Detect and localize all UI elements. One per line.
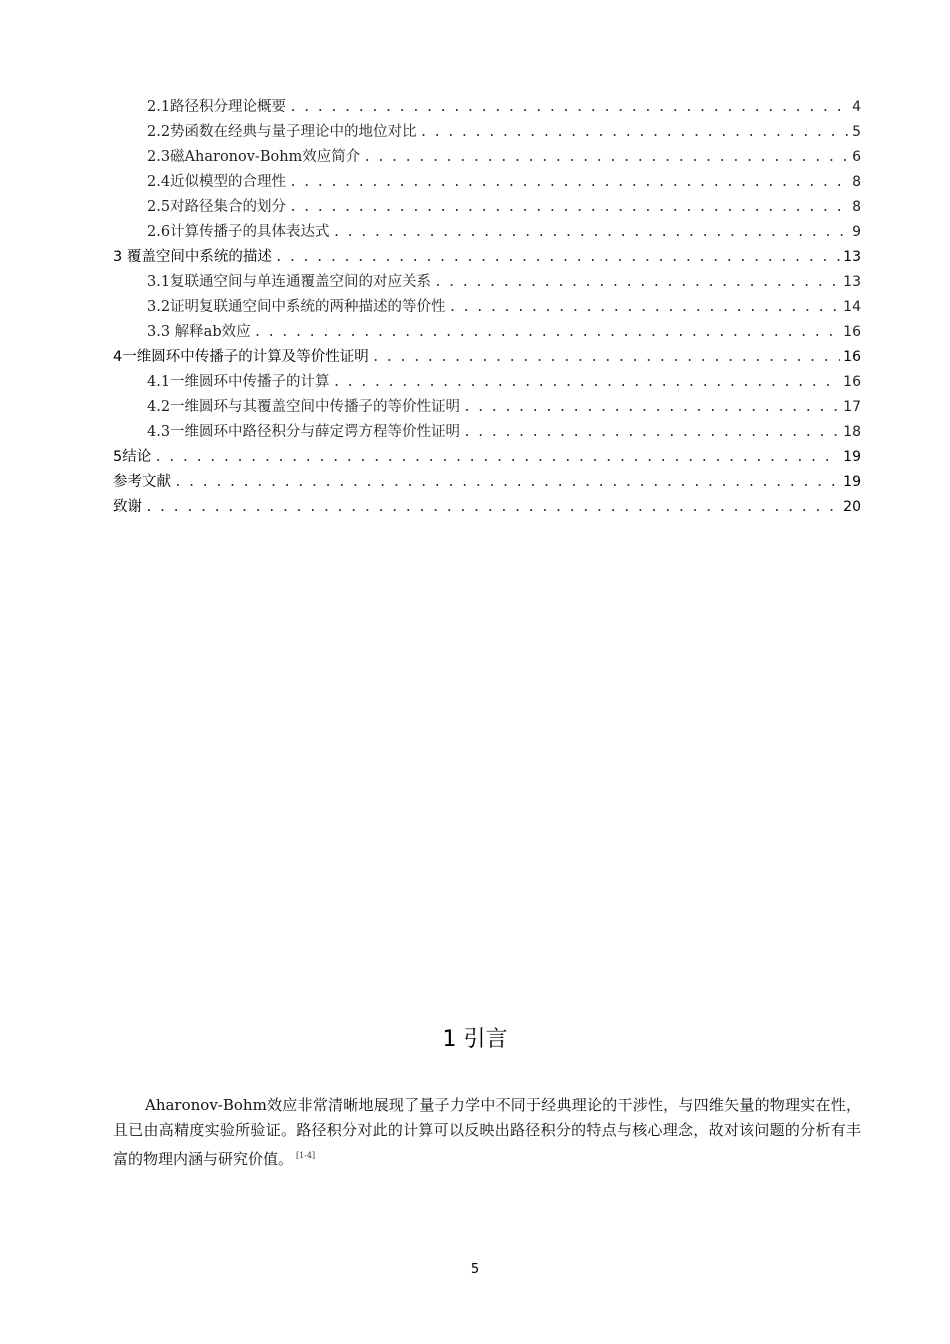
toc-dot-leader [289,99,849,117]
toc-entry[interactable] [113,342,861,367]
toc-dot-leader [174,474,840,492]
table-of-contents [113,92,861,517]
toc-entry[interactable] [113,217,861,242]
toc-entry-label: 2.3磁Aharonov-Bohm效应简介 [147,149,361,165]
toc-entry[interactable] [113,242,861,267]
intro-paragraph [113,1093,861,1172]
toc-entry-page: 17 [843,399,861,415]
toc-dot-leader [449,299,841,317]
toc-entry-label: 3.2证明复联通空间中系统的两种描述的等价性 [147,299,446,315]
toc-entry-label: 4.3一维圆环中路径积分与薛定谔方程等价性证明 [147,424,461,440]
toc-dot-leader [420,124,850,142]
toc-entry[interactable] [113,117,861,142]
citation-marker: [1-4] [296,1151,316,1160]
toc-entry-label: 3.3 解释ab效应 [147,324,251,340]
toc-entry-label: 2.4近似模型的合理性 [147,174,287,190]
toc-entry[interactable] [113,442,861,467]
toc-dot-leader [333,224,850,242]
toc-entry-label: 4一维圆环中传播子的计算及等价性证明 [113,349,369,365]
toc-entry[interactable] [113,142,861,167]
toc-dot-leader [363,149,849,167]
section-heading: 1 引言 [442,1027,508,1052]
toc-dot-leader [434,274,840,292]
toc-entry-page: 6 [852,149,861,165]
toc-entry-page: 19 [843,449,861,465]
toc-entry-label: 参考文献 [113,474,171,490]
toc-entry-page: 16 [843,374,861,390]
toc-dot-leader [372,349,840,367]
toc-entry[interactable] [113,492,861,517]
toc-entry-page: 8 [852,199,861,215]
toc-dot-leader [154,449,840,467]
toc-entry-page: 18 [843,424,861,440]
toc-dot-leader [463,399,840,417]
toc-entry-page: 16 [843,324,861,340]
toc-entry[interactable] [113,92,861,117]
toc-entry-page: 9 [852,224,861,240]
toc-entry-label: 2.6计算传播子的具体表达式 [147,224,330,240]
intro-paragraph-text: Aharonov-Bohm效应非常清晰地展现了量子力学中不同于经典理论的干涉性，与四维矢量的物理实在性，且已由高精度实验所验证。路径积分对此的计算可以反映出路径积分的特点与核心理念，故对该问题的分析有丰富的物理内涵与研究价值。 [113,1096,861,1168]
toc-dot-leader [463,424,840,442]
toc-dot-leader [254,324,841,342]
toc-entry-page: 16 [843,349,861,365]
toc-dot-leader [289,199,849,217]
toc-entry[interactable] [113,417,861,442]
toc-entry[interactable] [113,167,861,192]
toc-entry[interactable] [113,317,861,342]
toc-dot-leader [333,374,841,392]
toc-entry-page: 13 [843,249,861,265]
toc-entry-label: 3.1复联通空间与单连通覆盖空间的对应关系 [147,274,432,290]
toc-entry-page: 14 [843,299,861,315]
toc-entry-page: 4 [852,99,861,115]
toc-entry-page: 13 [843,274,861,290]
toc-entry-label: 2.5对路径集合的划分 [147,199,287,215]
toc-entry-label: 4.1一维圆环中传播子的计算 [147,374,330,390]
toc-entry-page: 5 [852,124,861,140]
toc-entry-label: 4.2一维圆环与其覆盖空间中传播子的等价性证明 [147,399,461,415]
toc-entry[interactable] [113,367,861,392]
toc-entry-label: 致谢 [113,499,142,515]
toc-entry-page: 20 [843,499,861,515]
toc-entry-label: 2.1路径积分理论概要 [147,99,287,115]
toc-entry[interactable] [113,292,861,317]
toc-dot-leader [145,499,840,517]
toc-entry[interactable] [113,192,861,217]
toc-entry[interactable] [113,392,861,417]
toc-entry[interactable] [113,267,861,292]
toc-entry-page: 19 [843,474,861,490]
toc-entry-label: 3 覆盖空间中系统的描述 [113,249,272,265]
toc-entry-label: 2.2势函数在经典与量子理论中的地位对比 [147,124,417,140]
page-number: 5 [470,1262,480,1277]
toc-dot-leader [289,174,849,192]
toc-entry-label: 5结论 [113,449,152,465]
toc-entry[interactable] [113,467,861,492]
toc-dot-leader [275,249,840,267]
toc-entry-page: 8 [852,174,861,190]
